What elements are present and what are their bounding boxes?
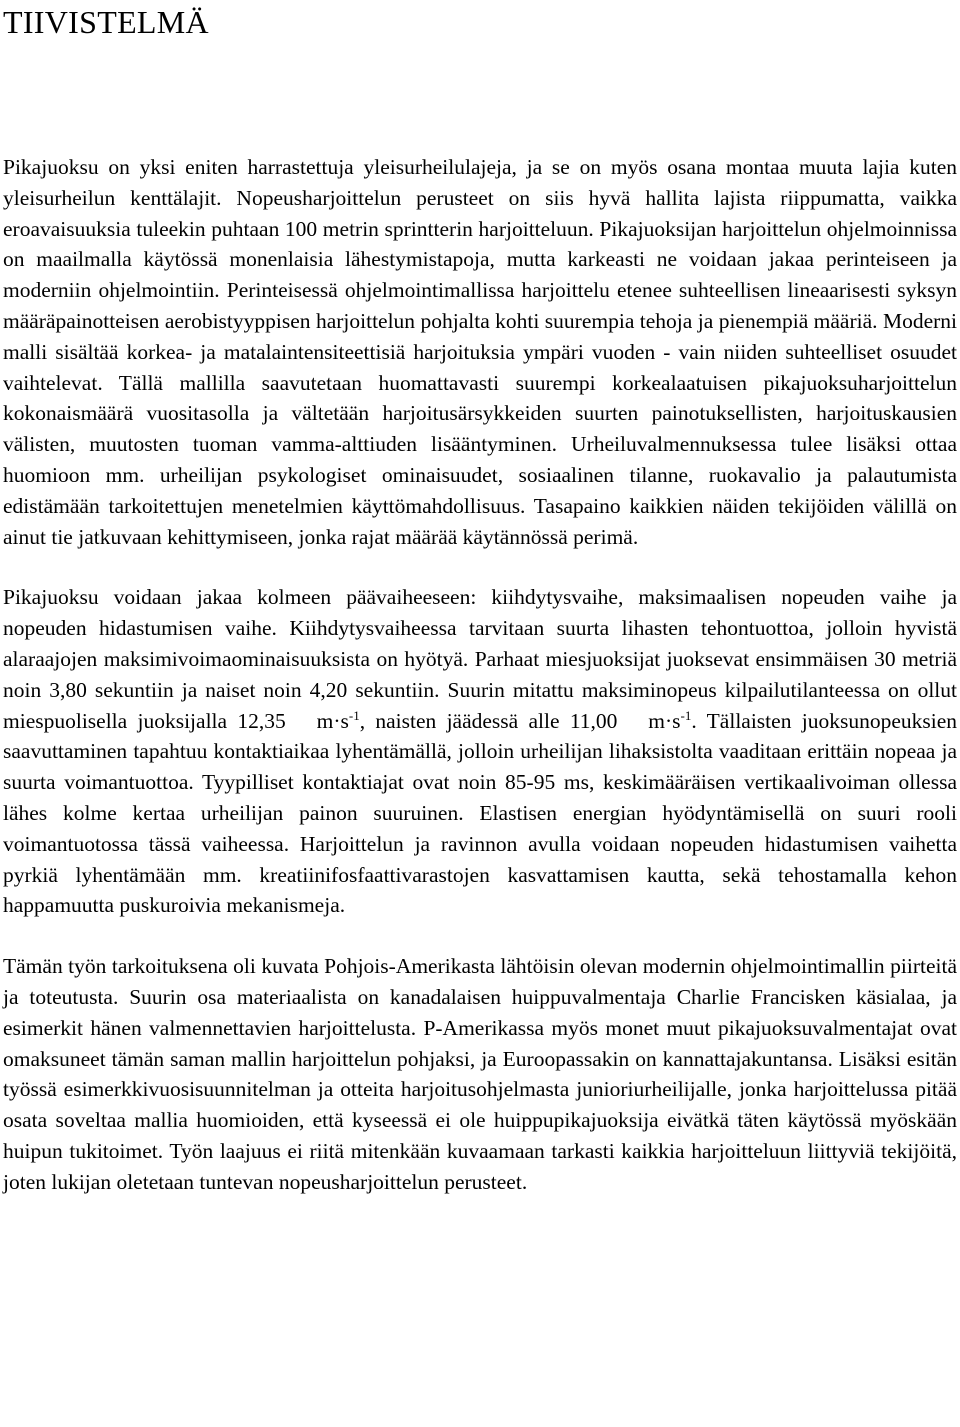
paragraph-sprint-phases bbox=[3, 582, 957, 921]
page-title: TIIVISTELMÄ bbox=[3, 4, 209, 40]
speed-unit-exponent: -1 bbox=[348, 707, 360, 723]
paragraph-text: . Tällaisten juoksunopeuksien saavuttaminen tapahtuu kontaktiaikaa lyhentämällä, jolloin urheilijan lihaksistolta vaaditaan erittäin nopeaa ja suurta voimantuottoa. Tyypilliset kontaktiajat ovat noin 85-95 ms, keskimääräisen vertikaalivoiman ollessa lähes kolme kertaa urheilijan painon suuruinen. Elastisen energian hyödyntämisellä on suuri rooli voimantuotossa tässä vaiheessa. Harjoittelun ja ravinnon avulla voidaan nopeuden hidastumisen vaihetta pyrkiä lyhentämään mm. kreatiinifosfaattivarastojen kasvattamisen kautta, sekä tehostamalla kehon happamuutta puskuroivia mekanismeja. bbox=[3, 708, 958, 918]
paragraph-introduction: Pikajuoksu on yksi eniten harrastettuja yleisurheilulajeja, ja se on myös osana montaa muuta lajia kuten yleisurheilun kenttälajit. Nopeusharjoittelun perusteet on siis hyvä hallita lajista riippumatta, vaikka eroavaisuuksia tuleekin puhtaan 100 metrin sprintterin harjoitteluun. Pikajuoksijan harjoittelun ohjelmoinnissa on maailmalla käytössä monenlaisia lähestymistapoja, mutta karkeasti ne voidaan jakaa perinteiseen ja moderniin ohjelmointiin. Perinteisessä ohjelmointimallissa harjoittelu etenee suhteellisen lineaarisesti syksyn määräpainotteisen aerobistyyppisen harjoittelun pohjalta kohti suurempia tehoja ja pienempiä määriä. Moderni malli sisältää korkea- ja matalaintensiteettisiä harjoituksia ympäri vuoden - vain niiden suhteelliset osuudet vaihtelevat. Tällä mallilla saavutetaan huomattavasti suurempi korkealaatuisen pikajuoksuharjoittelun kokonaismäärä vuositasolla ja vältetään harjoitusärsykkeiden suurten painotuksellisten, harjoituskausien välisten, muutosten tuoman vamma-alttiuden lisääntyminen. Urheiluvalmennuksessa tulee lisäksi ottaa huomioon mm. urheilijan psykologiset ominaisuudet, sosiaalinen tilanne, ruokavalio ja palautumista edistämään tarkoitettujen menetelmien käyttömahdollisuus. Tasapaino kaikkien näiden tekijöiden välillä on ainut tie jatkuvaan kehittymiseen, jonka rajat määrää käytännössä perimä. bbox=[3, 155, 957, 549]
speed-unit: m·s bbox=[648, 708, 681, 733]
speed-unit: m·s bbox=[316, 708, 349, 733]
paragraph-text: , naisten jäädessä alle 11,00 bbox=[359, 708, 618, 733]
speed-unit-exponent: -1 bbox=[680, 707, 692, 723]
paragraph-text: Pikajuoksu voidaan jakaa kolmeen päävaiheeseen: kiihdytysvaihe, maksimaalisen nopeuden vaihe ja nopeuden hidastumisen vaihe. Kiihdytysvaiheessa tarvitaan suurta lihasten tehontuottoa, jolloin hyvistä alaraajojen maksimivoimaominaisuuksista on hyötyä. Parhaat miesjuoksijat juoksevat ensimmäisen 30 metriä noin 3,80 sekuntiin ja naiset noin 4,20 sekuntiin. Suurin mitattu maksiminopeus kilpailutilanteessa on ollut miespuolisella juoksijalla 12,35 bbox=[3, 585, 957, 733]
document-page bbox=[3, 0, 957, 1198]
paragraph-purpose: Tämän työn tarkoituksena oli kuvata Pohjois-Amerikasta lähtöisin olevan modernin ohjelmointimallin piirteitä ja toteutusta. Suurin osa materiaalista on kanadalaisen huippuvalmentaja Charlie Francisken käsialaa, ja esimerkit hänen valmennettavien harjoittelusta. P-Amerikassa myös monet muut pikajuoksuvalmentajat ovat omaksuneet tämän saman mallin harjoittelun pohjaksi, ja Euroopassakin on kannattajakuntansa. Lisäksi esitän työssä esimerkkivuosisuunnitelman ja otteita harjoitusohjelmasta junioriurheilijalle, jonka harjoittelussa pitää osata soveltaa mallia huomioiden, että kyseessä ei ole huippupikajuoksija eivätkä täten käytössä myöskään huipun tukitoimet. Työn laajuus ei riitä mitenkään kuvaamaan tarkasti kaikkia harjoitteluun liittyviä tekijöitä, joten lukijan oletetaan tuntevan nopeusharjoittelun perusteet. bbox=[3, 954, 957, 1194]
